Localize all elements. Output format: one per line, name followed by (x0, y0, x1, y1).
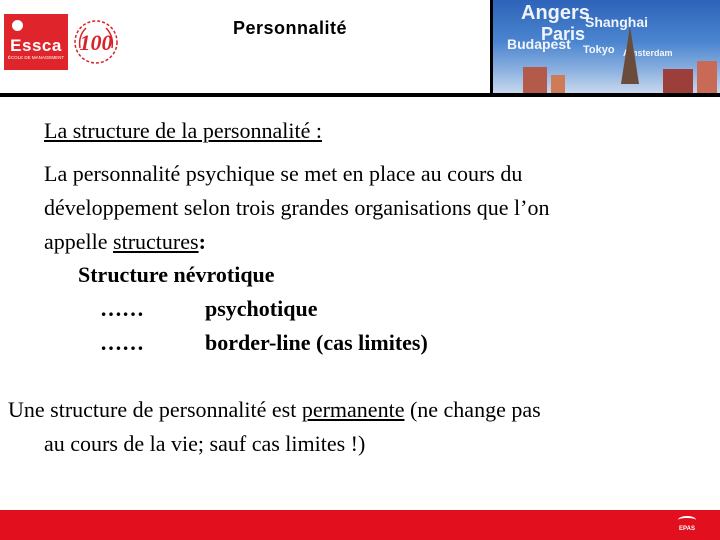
banner-city-label: Paris (541, 24, 586, 44)
structure-label: border-line (cas limites) (205, 330, 428, 355)
banner-city-label: Angers (521, 2, 590, 24)
swoosh-icon (678, 516, 696, 524)
slide-footer (0, 510, 720, 540)
banner-city-label: Shanghai (585, 14, 649, 30)
building-shape (523, 67, 547, 93)
conclusion-text: (ne change pas (404, 397, 541, 422)
epas-logo (670, 514, 704, 536)
permanente-term: permanente (301, 397, 405, 422)
building-shape (551, 75, 565, 93)
colon: : (198, 229, 206, 254)
paragraph-line: La personnalité psychique se met en place au cours du (44, 161, 523, 186)
structure-item-psychotic (100, 292, 317, 326)
building-shape (697, 61, 717, 93)
eiffel-tower-icon (621, 26, 639, 84)
paragraph-text: appelle (44, 229, 114, 254)
section-subtitle: La structure de la personnalité : (44, 118, 322, 143)
header-rule (0, 93, 720, 97)
conclusion-line: au cours de la vie; sauf cas limites !) (44, 431, 366, 456)
essca-logo-text: Essca (10, 36, 62, 55)
banner-city-label: Amsterdam (623, 48, 673, 58)
structure-item-neurotic: Structure névrotique (78, 262, 275, 287)
conclusion-text: Une structure de personnalité est (8, 397, 302, 422)
paragraph-line: développement selon trois grandes organisations que l’on (44, 195, 550, 220)
structure-label: psychotique (205, 296, 318, 321)
crest-icon (12, 20, 23, 31)
city-photo-banner (493, 0, 720, 93)
slide-header (0, 0, 720, 96)
ellipsis: …… (100, 330, 144, 355)
anniversary-logo (72, 18, 120, 66)
epas-logo-text: EPAS (679, 526, 695, 532)
essca-logo (4, 14, 68, 70)
structures-term: structures (113, 229, 199, 254)
conclusion-line (8, 393, 541, 427)
structure-item-borderline (100, 326, 428, 360)
anniversary-number: 100 (79, 30, 113, 55)
banner-city-label: Budapest (507, 36, 571, 52)
slide-title: Personnalité (232, 18, 348, 38)
essca-logo-subtext: ÉCOLE DE MANAGEMENT (7, 55, 65, 60)
ellipsis: …… (100, 296, 144, 321)
banner-city-label: Tokyo (583, 44, 615, 56)
paragraph-line (44, 225, 206, 259)
building-shape (663, 69, 693, 93)
